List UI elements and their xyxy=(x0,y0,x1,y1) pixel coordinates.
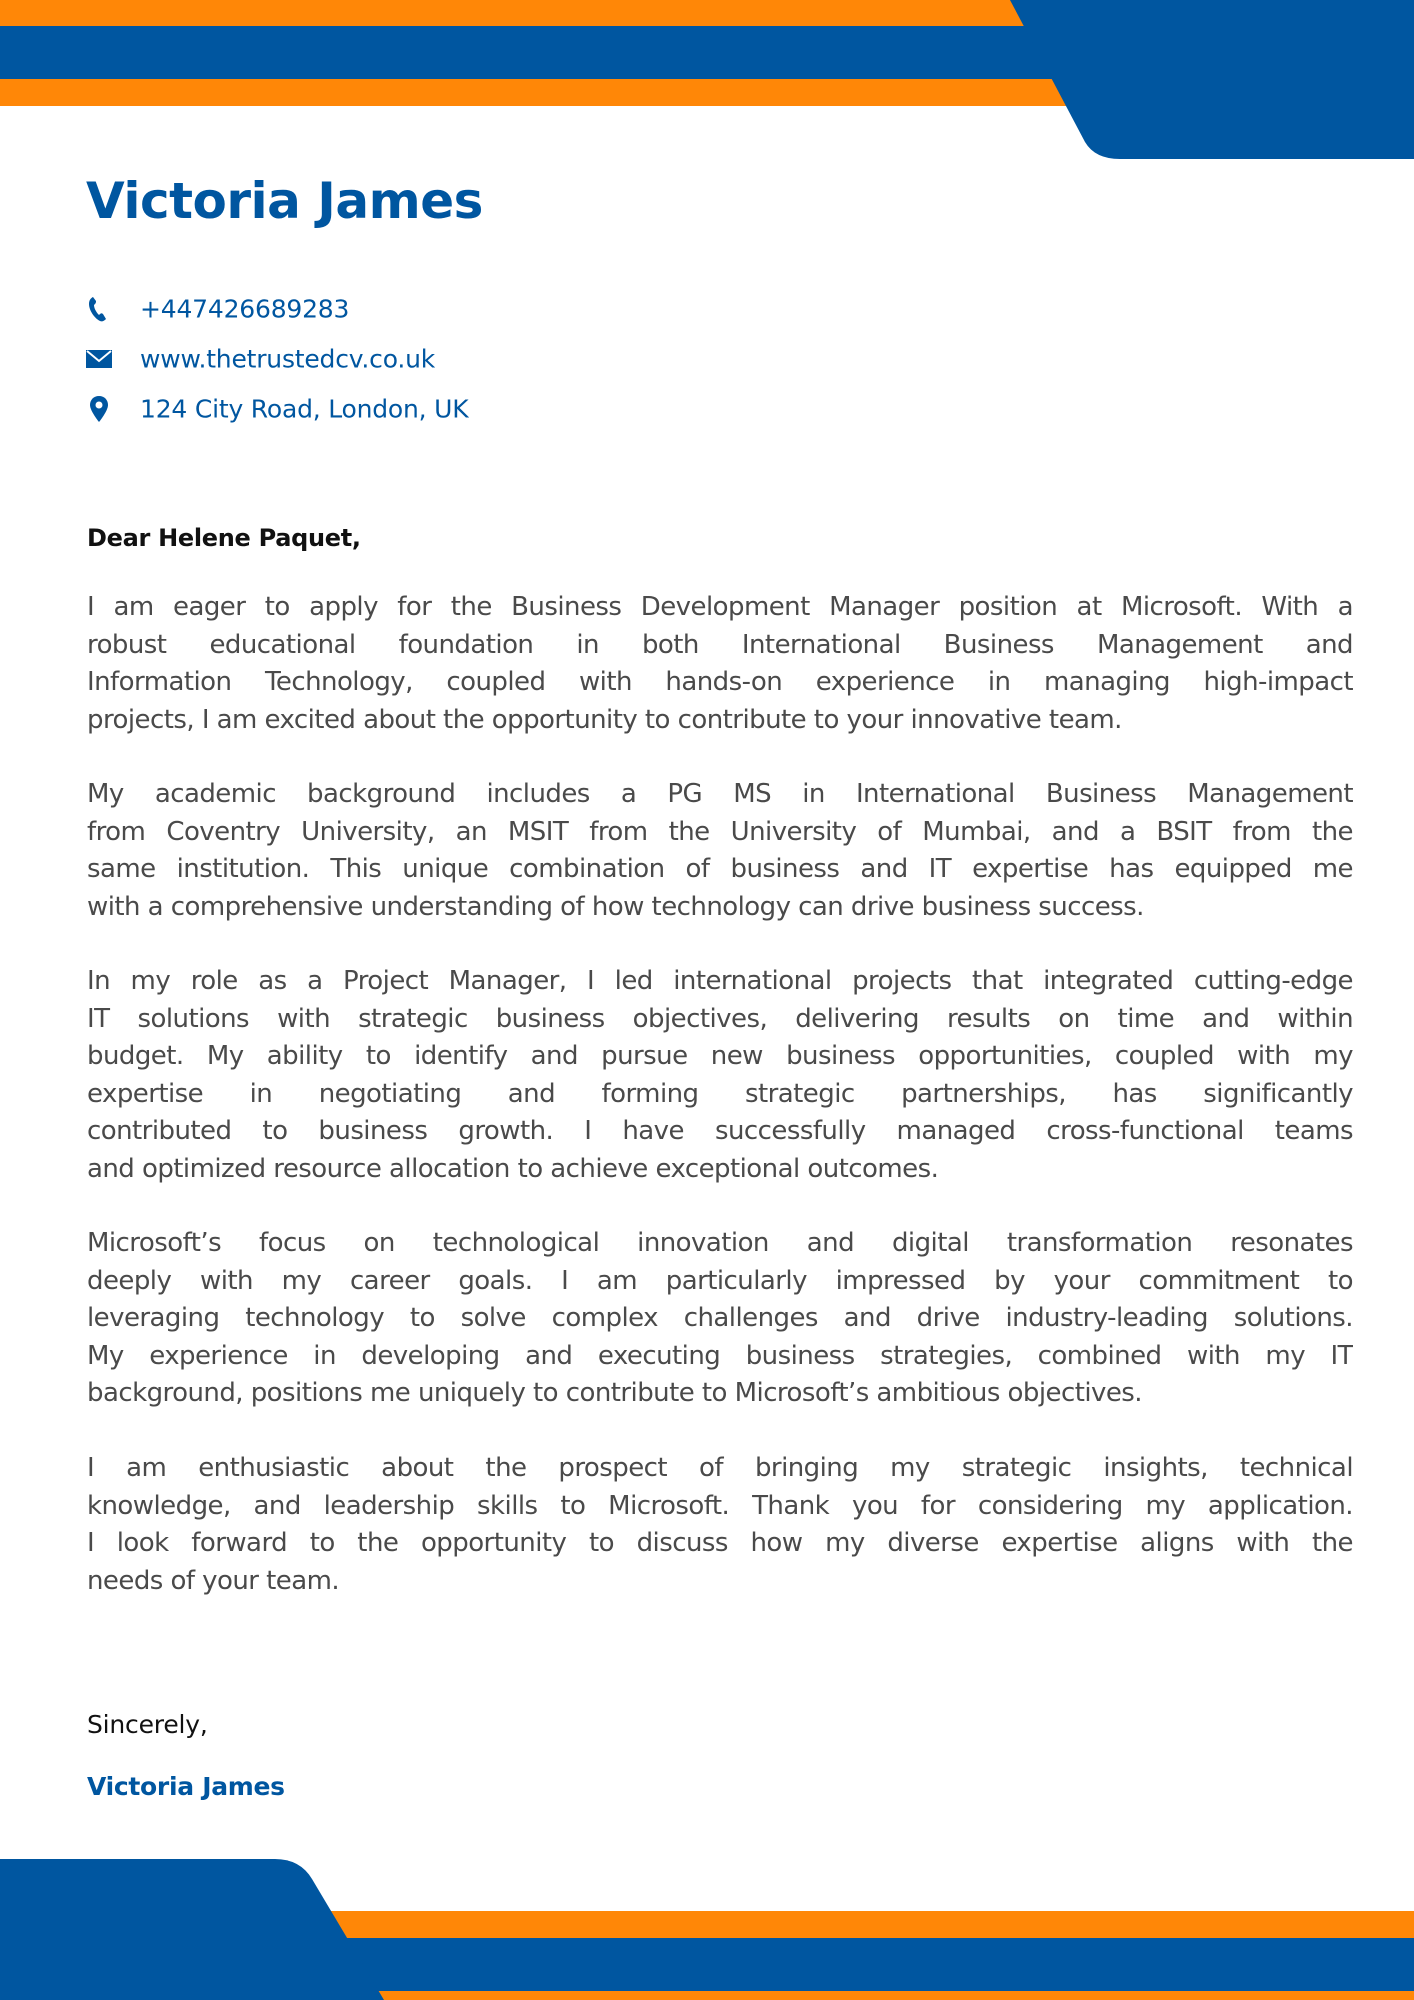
paragraph-line: I look forward to the opportunity to discuss how my diverse expertise aligns with the xyxy=(87,1528,1353,1558)
paragraph-line: My experience in developing and executing business strategies, combined with my IT xyxy=(87,1340,1353,1371)
paragraph-line: same institution. This unique combination of business and IT expertise has equipped me xyxy=(87,854,1353,884)
paragraph-line: I am eager to apply for the Business Development Manager position at Microsoft. With a xyxy=(87,592,1353,622)
phone-number[interactable]: +447426689283 xyxy=(140,294,350,324)
footer-decoration xyxy=(0,1855,1414,2000)
paragraph-line: background, positions me uniquely to contribute to Microsoft’s ambitious objectives. xyxy=(87,1378,1143,1408)
contact-address xyxy=(86,384,469,434)
header-blue-band xyxy=(0,26,1060,80)
paragraph-line: In my role as a Project Manager, I led international projects that integrated cutting-edge xyxy=(87,966,1353,996)
paragraph-line: I am enthusiastic about the prospect of bringing my strategic insights, technical xyxy=(87,1453,1353,1483)
paragraph-line: needs of your team. xyxy=(87,1565,340,1596)
header-orange-stripe-top xyxy=(0,0,1030,27)
signature-name: Victoria James xyxy=(87,1772,285,1801)
footer-blue-shape xyxy=(0,1859,384,2000)
paragraph-line: contributed to business growth. I have successfully managed cross-functional teams xyxy=(87,1116,1353,1146)
header-orange-stripe-bottom xyxy=(0,79,1080,106)
paragraph-line: My academic background includes a PG MS in International Business Management xyxy=(87,779,1353,809)
footer-blue-band xyxy=(330,1938,1414,1992)
paragraph-line: Information Technology, coupled with hands-on experience in managing high-impact xyxy=(87,667,1353,697)
letter-paragraph-4 xyxy=(87,1225,1353,1413)
contact-phone xyxy=(86,284,350,334)
paragraph-line: leveraging technology to solve complex challenges and drive industry-leading solutions. xyxy=(87,1303,1353,1333)
website-link[interactable]: www.thetrustedcv.co.uk xyxy=(140,344,436,374)
map-pin-icon xyxy=(86,396,112,422)
footer-orange-stripe-top xyxy=(320,1911,1414,1939)
paragraph-line: and optimized resource allocation to achieve exceptional outcomes. xyxy=(87,1153,939,1184)
address-text: 124 City Road, London, UK xyxy=(140,394,469,424)
header-blue-shape xyxy=(1010,0,1414,159)
letter-paragraph-2 xyxy=(87,776,1353,926)
paragraph-line: budget. My ability to identify and pursue new business opportunities, coupled with my xyxy=(87,1041,1353,1071)
letter-paragraph-3 xyxy=(87,963,1353,1188)
envelope-icon xyxy=(86,346,112,372)
paragraph-line: IT solutions with strategic business objectives, delivering results on time and within xyxy=(87,1003,1353,1034)
phone-icon xyxy=(86,296,112,322)
paragraph-line: with a comprehensive understanding of how technology can drive business success. xyxy=(87,891,1144,922)
paragraph-line: projects, I am excited about the opportunity to contribute to your innovative team. xyxy=(87,704,1122,735)
contact-list xyxy=(86,284,469,434)
footer-orange-stripe-bottom xyxy=(360,1991,1414,2000)
closing-text: Sincerely, xyxy=(87,1710,208,1739)
paragraph-line: robust educational foundation in both International Business Management and xyxy=(87,629,1353,660)
paragraph-line: from Coventry University, an MSIT from the University of Mumbai, and a BSIT from the xyxy=(87,816,1353,847)
letter-paragraph-1 xyxy=(87,589,1353,739)
header-decoration xyxy=(0,0,1414,170)
sender-name-heading: Victoria James xyxy=(86,172,483,230)
letter-paragraph-5 xyxy=(87,1450,1353,1600)
paragraph-line: expertise in negotiating and forming strategic partnerships, has significantly xyxy=(87,1078,1353,1109)
salutation: Dear Helene Paquet, xyxy=(87,524,361,552)
paragraph-line: knowledge, and leadership skills to Microsoft. Thank you for considering my application. xyxy=(87,1490,1353,1521)
paragraph-line: deeply with my career goals. I am particularly impressed by your commitment to xyxy=(87,1265,1353,1296)
paragraph-line: Microsoft’s focus on technological innovation and digital transformation resonates xyxy=(87,1228,1353,1258)
contact-website xyxy=(86,334,436,384)
